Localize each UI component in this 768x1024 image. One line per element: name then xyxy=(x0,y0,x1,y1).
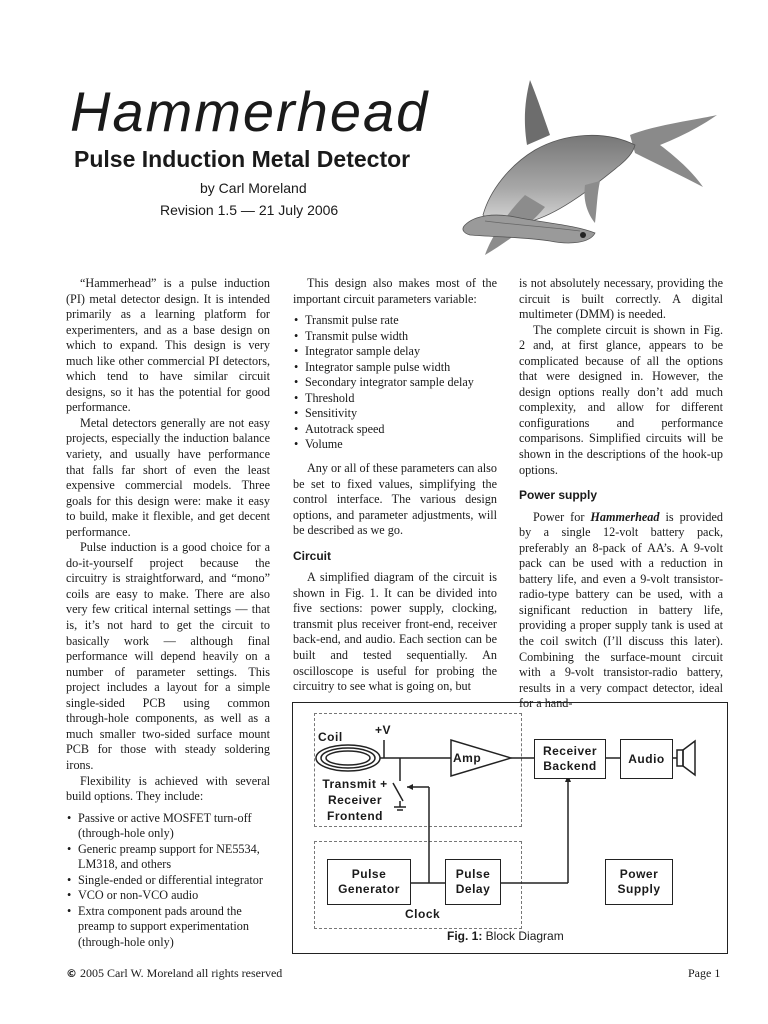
paragraph: This design also makes most of the important circuit parameters variable: xyxy=(293,276,497,306)
paragraph: A simplified diagram of the circuit is shown in Fig. 1. It can be divided into five sections: power supply, clocking, transmit plus receiver front-end, receiver back-end, and audio. Each section can be built and tested sequentially. An oscilloscope is useful for probing the circuitry to see what is going on, but xyxy=(293,570,497,694)
vplus-label: +V xyxy=(375,723,392,737)
frontend-label-2: Receiver xyxy=(327,793,383,807)
list-item: • Transmit pulse rate xyxy=(293,313,497,329)
build-options-list xyxy=(66,811,270,951)
coil-label: Coil xyxy=(318,730,343,744)
list-item: • Secondary integrator sample delay xyxy=(293,375,497,391)
revision-line: Revision 1.5 — 21 July 2006 xyxy=(160,202,339,218)
document-subtitle: Pulse Induction Metal Detector xyxy=(74,146,411,172)
frontend-label-3: Frontend xyxy=(327,809,383,823)
list-item: • Transmit pulse width xyxy=(293,329,497,345)
block-diagram-figure xyxy=(292,702,728,954)
receiver-backend-block xyxy=(534,739,606,779)
column-1 xyxy=(66,276,270,959)
list-item: • Passive or active MOSFET turn-off (through-hole only) xyxy=(66,811,270,842)
text-run: is provided by a single 12-volt battery pack, preferably an 8-pack of AA’s. A 9-volt pack can be used with a reduction in battery life, and even a 9-volt transistor-radio-type battery can be used, with a significant reduction in battery life, providing a proper supply tank is used at the coil switch (I’ll discuss this later). Combining the surface-mount circuit with a 9-volt transistor-radio battery, results in a very compact detector, ideal for a hand- xyxy=(519,509,723,711)
receiver-backend-line-2: Backend xyxy=(543,759,597,773)
copyright-footer xyxy=(66,966,282,981)
clock-label: Clock xyxy=(405,907,441,921)
paragraph: Pulse induction is a good choice for a do-it-yourself project because the circuitry is straightforward, and “mono” coils are easy to make. There are also very few critical internal settings — that is, it’s not hard to get the circuit to basically work — although final performance will depend heavily on a number of parameter settings. This project includes a layout for a simple single-sided PCB using common through-hole components, as well as a much smaller two-sided surface mount PCB for those with steady soldering irons. xyxy=(66,540,270,772)
frontend-label-1: Transmit + xyxy=(322,777,388,791)
parameters-list xyxy=(293,313,497,453)
list-item: • Autotrack speed xyxy=(293,422,497,438)
power-supply-line-1: Power xyxy=(619,867,659,881)
figure-caption xyxy=(447,929,564,943)
copyright-text: 2005 Carl W. Moreland all rights reserved xyxy=(80,966,283,980)
paragraph: “Hammerhead” is a pulse induction (PI) metal detector design. It is intended primarily as a learning platform for experimenters, and as a base design on which to expand. This design is very much like other commercial PI detectors, which tend to have similar circuit designs, so it has the potential for good performance. xyxy=(66,276,270,415)
pulse-delay-line-2: Delay xyxy=(455,882,491,896)
copyright-icon: © xyxy=(66,967,77,980)
pulse-delay-block xyxy=(445,859,501,905)
audio-block: Audio xyxy=(620,739,673,779)
text-run: Power for xyxy=(533,509,591,524)
list-item: • Threshold xyxy=(293,391,497,407)
paragraph: The complete circuit is shown in Fig. 2 and, at first glance, appears to be complicated because of all the options that were designed in. However, the design options really don’t add much complexity, and allow for different configurations and performance comparisons. Simplified circuits will be shown in the descriptions of the hook-up options. xyxy=(519,322,723,477)
power-supply-line-2: Supply xyxy=(617,882,661,896)
receiver-backend-line-1: Receiver xyxy=(542,744,598,758)
paragraph: Any or all of these parameters can also be set to fixed values, simplifying the control interface. The various design options, and parameter adjustments, will be described as we go. xyxy=(293,461,497,538)
pulse-delay-line-1: Pulse xyxy=(455,867,491,881)
hammerhead-shark-illustration xyxy=(455,75,725,260)
pulse-generator-line-1: Pulse xyxy=(351,867,387,881)
list-item: • Integrator sample pulse width xyxy=(293,360,497,376)
document-title: Hammerhead xyxy=(70,80,430,143)
list-item: • Sensitivity xyxy=(293,406,497,422)
column-2 xyxy=(293,276,497,695)
author-byline: by Carl Moreland xyxy=(200,180,307,196)
list-item: • VCO or non-VCO audio xyxy=(66,888,270,904)
hammerhead-name: Hammerhead xyxy=(590,509,660,524)
amp-label: Amp xyxy=(453,751,482,765)
list-item: • Single-ended or differential integrator xyxy=(66,873,270,889)
section-heading-circuit: Circuit xyxy=(293,548,332,563)
paragraph: Metal detectors generally are not easy projects, especially the induction balance variety, and usually have performance that falls far short of even the least expensive commercial models. Three goals for this design were: make it easy to build, make it flexible, and get decent performance. xyxy=(66,415,270,539)
pulse-generator-line-2: Generator xyxy=(338,882,400,896)
list-item: • Extra component pads around the preamp to support experimentation (through-hole only) xyxy=(66,904,270,951)
power-supply-block xyxy=(605,859,673,905)
paragraph: is not absolutely necessary, providing the circuit is built correctly. A digital multimeter (DMM) is needed. xyxy=(519,276,723,322)
caption-text: Block Diagram xyxy=(482,929,564,943)
list-item: • Integrator sample delay xyxy=(293,344,497,360)
column-3 xyxy=(519,276,723,712)
caption-label: Fig. 1: xyxy=(447,929,483,943)
pulse-generator-block xyxy=(327,859,411,905)
paragraph xyxy=(519,510,723,712)
page-number: Page 1 xyxy=(688,966,721,980)
section-heading-power-supply: Power supply xyxy=(519,488,598,503)
list-item: • Volume xyxy=(293,437,497,453)
paragraph: Flexibility is achieved with several build options. They include: xyxy=(66,773,270,804)
list-item: • Generic preamp support for NE5534, LM318, and others xyxy=(66,842,270,873)
